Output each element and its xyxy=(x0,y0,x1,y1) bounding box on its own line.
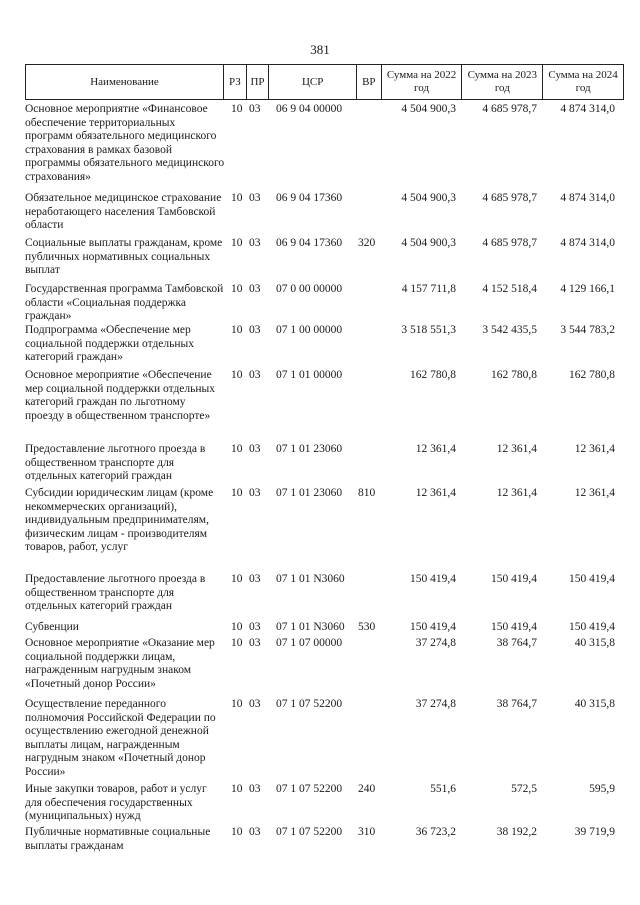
row-sum-2024: 39 719,9 xyxy=(574,826,615,838)
row-sum-2023: 4 685 978,7 xyxy=(482,237,537,249)
row-rz: 10 xyxy=(231,324,243,336)
row-name: Субвенции xyxy=(25,621,79,633)
table-header xyxy=(25,64,624,100)
row-sum-2023: 572,5 xyxy=(511,783,537,795)
row-csr: 07 1 01 00000 xyxy=(276,369,343,381)
row-pr: 03 xyxy=(249,573,261,585)
row-sum-2024: 40 315,8 xyxy=(574,698,615,710)
row-sum-2024: 4 874 314,0 xyxy=(560,237,615,249)
row-rz: 10 xyxy=(231,487,243,499)
row-sum-2022: 4 504 900,3 xyxy=(401,237,456,249)
page-number: 381 xyxy=(310,42,330,57)
row-pr: 03 xyxy=(249,487,261,499)
row-sum-2022: 4 504 900,3 xyxy=(401,103,456,115)
row-sum-2024: 12 361,4 xyxy=(574,443,615,455)
row-sum-2022: 3 518 551,3 xyxy=(401,324,456,336)
row-name: Субсидии юридическим лицам (кроме некоммерческих организаций), индивидуальным предпринимателям, физическим лицам - производителям товаров, работ, услуг xyxy=(25,487,214,553)
row-pr: 03 xyxy=(249,103,261,115)
row-sum-2023: 4 152 518,4 xyxy=(482,283,537,295)
row-rz: 10 xyxy=(231,621,243,633)
row-pr: 03 xyxy=(249,324,261,336)
row-pr: 03 xyxy=(249,826,261,838)
row-sum-2022: 150 419,4 xyxy=(410,573,456,585)
header-name: Наименование xyxy=(26,65,224,99)
row-name: Подпрограмма «Обеспечение мер социальной поддержки отдельных категорий граждан» xyxy=(25,324,195,363)
row-sum-2024: 4 874 314,0 xyxy=(560,192,615,204)
row-rz: 10 xyxy=(231,103,243,115)
row-sum-2024: 162 780,8 xyxy=(569,369,615,381)
row-sum-2023: 162 780,8 xyxy=(491,369,537,381)
row-vr: 320 xyxy=(358,237,376,249)
header-sum-2024: Сумма на 2024 год xyxy=(548,69,618,94)
row-sum-2023: 38 764,7 xyxy=(496,637,537,649)
row-vr: 240 xyxy=(358,783,376,795)
row-rz: 10 xyxy=(231,443,243,455)
row-csr: 07 1 01 23060 xyxy=(276,443,343,455)
row-sum-2024: 40 315,8 xyxy=(574,637,615,649)
row-csr: 07 1 01 N3060 xyxy=(276,621,345,633)
row-sum-2022: 12 361,4 xyxy=(415,443,456,455)
row-pr: 03 xyxy=(249,637,261,649)
row-rz: 10 xyxy=(231,698,243,710)
row-sum-2023: 4 685 978,7 xyxy=(482,192,537,204)
row-pr: 03 xyxy=(249,283,261,295)
row-csr: 07 1 07 52200 xyxy=(276,783,343,795)
row-csr: 07 1 00 00000 xyxy=(276,324,343,336)
row-rz: 10 xyxy=(231,637,243,649)
row-sum-2023: 38 192,2 xyxy=(496,826,537,838)
row-sum-2024: 595,9 xyxy=(589,783,615,795)
row-csr: 07 1 01 N3060 xyxy=(276,573,345,585)
row-sum-2024: 150 419,4 xyxy=(569,573,615,585)
row-sum-2024: 4 874 314,0 xyxy=(560,103,615,115)
row-vr: 310 xyxy=(358,826,376,838)
row-sum-2023: 3 542 435,5 xyxy=(482,324,537,336)
header-pr: ПР xyxy=(247,65,270,99)
row-name: Обязательное медицинское страхование неработающего населения Тамбовской области xyxy=(25,192,222,231)
row-rz: 10 xyxy=(231,192,243,204)
row-name: Публичные нормативные социальные выплаты гражданам xyxy=(25,826,211,852)
header-rz: РЗ xyxy=(224,65,247,99)
row-name: Государственная программа Тамбовской области «Социальная поддержка граждан» xyxy=(25,283,224,322)
row-csr: 07 1 07 52200 xyxy=(276,698,343,710)
row-sum-2022: 162 780,8 xyxy=(410,369,456,381)
row-rz: 10 xyxy=(231,369,243,381)
row-sum-2024: 3 544 783,2 xyxy=(560,324,615,336)
row-pr: 03 xyxy=(249,443,261,455)
row-rz: 10 xyxy=(231,573,243,585)
header-sum-2022: Сумма на 2022 год xyxy=(382,65,463,99)
row-csr: 07 1 07 00000 xyxy=(276,637,343,649)
row-name: Социальные выплаты гражданам, кроме публичных нормативных социальных выплат xyxy=(25,237,223,276)
row-sum-2024: 4 129 166,1 xyxy=(560,283,615,295)
row-sum-2023: 150 419,4 xyxy=(491,573,537,585)
row-pr: 03 xyxy=(249,369,261,381)
row-name: Основное мероприятие «Финансовое обеспечение территориальных программ обязательного медицинского страхования в рамках базовой программы обязательного медицинского страхования» xyxy=(25,103,225,183)
row-csr: 07 0 00 00000 xyxy=(276,283,343,295)
row-sum-2024: 12 361,4 xyxy=(574,487,615,499)
row-rz: 10 xyxy=(231,283,243,295)
row-pr: 03 xyxy=(249,192,261,204)
row-csr: 06 9 04 17360 xyxy=(276,192,343,204)
row-sum-2022: 4 157 711,8 xyxy=(401,283,456,295)
row-sum-2022: 12 361,4 xyxy=(415,487,456,499)
header-csr: ЦСР xyxy=(269,65,357,99)
row-sum-2022: 36 723,2 xyxy=(415,826,456,838)
row-name: Предоставление льготного проезда в общественном транспорте для отдельных категорий граждан xyxy=(25,573,206,612)
row-sum-2023: 4 685 978,7 xyxy=(482,103,537,115)
row-csr: 07 1 07 52200 xyxy=(276,826,343,838)
row-sum-2022: 4 504 900,3 xyxy=(401,192,456,204)
row-csr: 06 9 04 00000 xyxy=(276,103,343,115)
row-vr: 810 xyxy=(358,487,376,499)
row-rz: 10 xyxy=(231,783,243,795)
row-name: Основное мероприятие «Оказание мер социальной поддержки лицам, награжденным нагрудным знаком «Почетный донор России» xyxy=(25,637,215,690)
row-pr: 03 xyxy=(249,237,261,249)
row-sum-2023: 38 764,7 xyxy=(496,698,537,710)
row-name: Основное мероприятие «Обеспечение мер социальной поддержки отдельных категорий граждан по льготному проезду в общественном транспорте» xyxy=(25,369,216,422)
header-vr: ВР xyxy=(357,65,382,99)
row-sum-2023: 12 361,4 xyxy=(496,487,537,499)
row-csr: 06 9 04 17360 xyxy=(276,237,343,249)
row-sum-2022: 37 274,8 xyxy=(415,698,456,710)
row-sum-2024: 150 419,4 xyxy=(569,621,615,633)
header-sum-2023: Сумма на 2023 год xyxy=(462,65,543,99)
row-vr: 530 xyxy=(358,621,376,633)
row-sum-2023: 12 361,4 xyxy=(496,443,537,455)
row-pr: 03 xyxy=(249,783,261,795)
row-pr: 03 xyxy=(249,621,261,633)
row-sum-2022: 551,6 xyxy=(430,783,456,795)
row-name: Предоставление льготного проезда в общественном транспорте для отдельных категорий граждан xyxy=(25,443,206,482)
row-name: Иные закупки товаров, работ и услуг для обеспечения государственных (муниципальных) нужд xyxy=(25,783,207,822)
row-rz: 10 xyxy=(231,237,243,249)
row-pr: 03 xyxy=(249,698,261,710)
row-sum-2022: 150 419,4 xyxy=(410,621,456,633)
row-name: Осуществление переданного полномочия Российской Федерации по осуществлению ежегодной денежной выплаты лицам, награжденным нагрудным знаком «Почетный донор России» xyxy=(25,698,216,778)
row-sum-2023: 150 419,4 xyxy=(491,621,537,633)
row-csr: 07 1 01 23060 xyxy=(276,487,343,499)
row-sum-2022: 37 274,8 xyxy=(415,637,456,649)
row-rz: 10 xyxy=(231,826,243,838)
